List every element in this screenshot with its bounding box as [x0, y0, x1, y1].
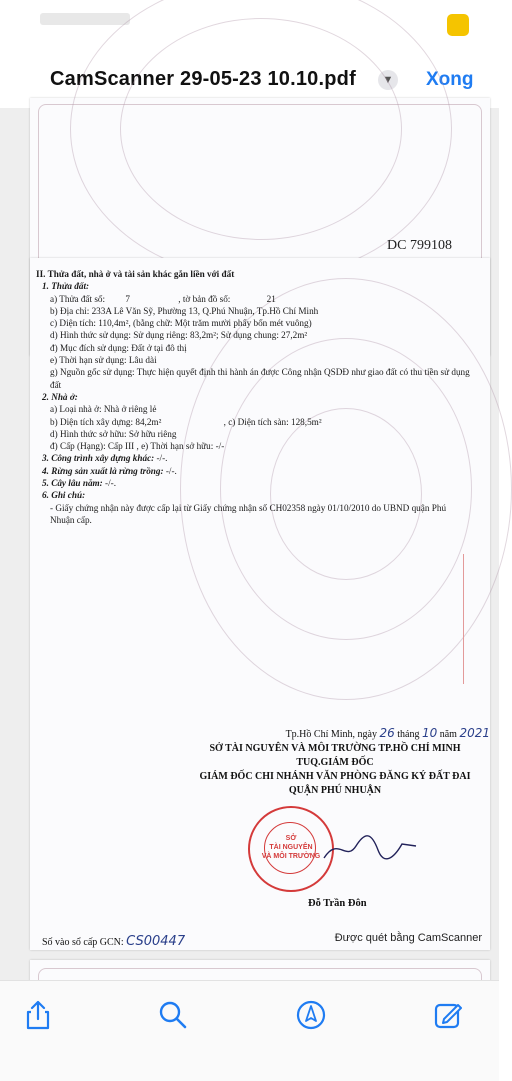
issue-month: 10 — [421, 726, 438, 740]
land-use-term: e) Thời hạn sử dụng: Lâu dài — [50, 355, 157, 366]
certificate-serial: DC 799108 — [387, 238, 452, 253]
house-term: , e) Thời hạn sở hữu: -/- — [136, 441, 225, 452]
pdf-viewer[interactable] — [0, 108, 499, 980]
stamp-line-1: SỞ — [285, 835, 297, 842]
done-button[interactable]: Xong — [426, 69, 474, 90]
production-forest-value: -/-. — [163, 465, 177, 476]
map-sheet-label: , tờ bản đồ số: — [178, 293, 231, 304]
perennial-trees-label: 5. Cây lâu năm: — [42, 478, 103, 489]
issuing-authority: SỞ TÀI NGUYÊN VÀ MÔI TRƯỜNG TP.HỒ CHÍ MINH — [209, 743, 461, 754]
land-area: c) Diện tích: 110,4m², (bằng chữ: Một trăm mười phẩy bốn mét vuông) — [50, 318, 312, 329]
authority-title: TUQ.GIÁM ĐỐC — [296, 757, 374, 768]
share-icon[interactable] — [20, 997, 56, 1033]
stamp-line-2: TÀI NGUYÊN — [269, 844, 313, 851]
issue-year-label: năm — [439, 729, 457, 740]
house-type: a) Loại nhà ở: Nhà ở riêng lẻ — [50, 404, 157, 415]
gcn-label: Số vào sổ cấp GCN: — [42, 937, 124, 948]
branch-director-title: GIÁM ĐỐC CHI NHÁNH VĂN PHÒNG ĐĂNG KÝ ĐẤT ĐAI — [199, 771, 471, 782]
land-use-purpose: đ) Mục đích sử dụng: Đất ở tại đô thị — [50, 342, 187, 353]
side-stamp — [463, 554, 486, 684]
gcn-number: CS00447 — [126, 934, 186, 949]
status-time-placeholder — [40, 13, 130, 25]
issue-year: 2021 — [459, 726, 490, 740]
edit-icon[interactable] — [430, 997, 466, 1033]
notes-heading: 6. Ghi chú: — [42, 490, 86, 501]
district-name: QUẬN PHÚ NHUẬN — [288, 785, 382, 796]
production-forest — [36, 465, 484, 477]
house-grade: đ) Cấp (Hạng): Cấp III — [50, 441, 135, 452]
app-badge-icon — [447, 14, 469, 36]
issue-date — [180, 726, 490, 742]
search-icon[interactable] — [155, 997, 191, 1033]
land-use-form: d) Hình thức sử dụng: Sử dụng riêng: 83,2m²; Sử dụng chung: 27,2m² — [50, 330, 308, 341]
land-heading: 1. Thửa đất: — [42, 281, 90, 292]
land-parcel-label: a) Thửa đất số: — [50, 293, 106, 304]
perennial-trees — [36, 477, 484, 489]
house-built-area: b) Diện tích xây dựng: 84,2m² — [50, 416, 162, 427]
notes-text: - Giấy chứng nhận này được cấp lại từ Giấy chứng nhận số CH02358 ngày 01/10/2010 do UBND quận Phú Nhuận cấp. — [50, 502, 447, 525]
land-parcel-line — [36, 293, 484, 305]
pdf-page-2 — [30, 258, 490, 950]
house-floor-area: , c) Diện tích sàn: 128,5m² — [223, 416, 322, 427]
house-heading: 2. Nhà ở: — [42, 391, 78, 402]
house-area-line — [36, 416, 484, 428]
house-ownership: d) Hình thức sở hữu: Sở hữu riêng — [50, 428, 177, 439]
map-sheet-number: 21 — [266, 293, 276, 304]
signer-name: Đỗ Trần Đôn — [308, 898, 367, 909]
title-menu-chevron-icon[interactable]: ▼ — [378, 70, 398, 90]
issue-day: 26 — [379, 726, 395, 740]
bottom-toolbar — [0, 980, 499, 1081]
other-construction-value: -/-. — [154, 453, 168, 464]
stamp-line-3: VÀ MÔI TRƯỜNG — [261, 853, 321, 860]
perennial-trees-value: -/-. — [102, 478, 117, 489]
certificate-content — [36, 268, 484, 526]
issue-date-prefix: Tp.Hồ Chí Minh, ngày — [285, 729, 377, 740]
other-construction — [36, 452, 484, 464]
other-construction-label: 3. Công trình xây dựng khác: — [42, 453, 155, 464]
markup-icon[interactable] — [293, 997, 329, 1033]
land-parcel-number: 7 — [125, 293, 130, 304]
land-address: b) Địa chỉ: 233A Lê Văn Sỹ, Phường 13, Q.Phú Nhuận, Tp.Hồ Chí Minh — [50, 305, 319, 316]
section-title: II. Thửa đất, nhà ở và tài sản khác gắn liền với đất — [36, 269, 235, 279]
signature-block — [180, 726, 490, 798]
gcn-registry — [42, 934, 185, 949]
issue-month-label: tháng — [397, 729, 420, 740]
production-forest-label: 4. Rừng sản xuất là rừng trồng: — [42, 465, 164, 476]
document-title[interactable]: CamScanner 29-05-23 10.10.pdf — [50, 68, 356, 90]
land-origin: g) Nguồn gốc sử dụng: Thực hiện quyết định thi hành án được Công nhận QSDĐ như giao đất có thu tiền sử dụng đất — [50, 367, 470, 390]
background-pattern — [120, 18, 402, 240]
handwritten-signature — [320, 828, 420, 868]
house-grade-line — [36, 440, 484, 452]
camscanner-watermark: Được quét bằng CamScanner — [334, 932, 482, 944]
